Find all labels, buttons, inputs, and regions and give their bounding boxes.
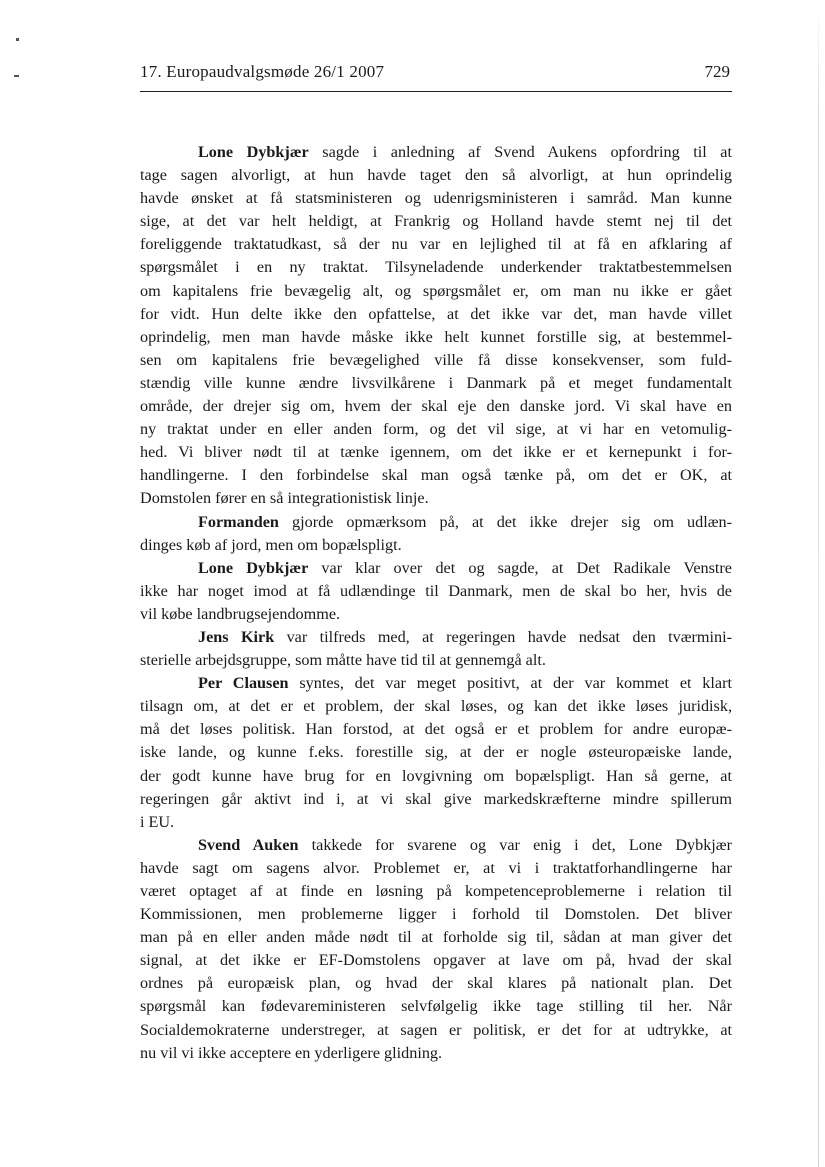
header-title: 17. Europaudvalgsmøde 26/1 2007 bbox=[140, 62, 385, 81]
text-line: Formanden gjorde opmærksom på, at det ikke drejer sig om udlæn- bbox=[198, 512, 732, 531]
text-line: der godt kunne have brug for en lovgivning om bopælspligt. Han så gerne, at bbox=[140, 766, 732, 785]
text-line: om kapitalens frie bevægelig alt, og spørgsmålet er, om man nu ikke er gået bbox=[140, 281, 732, 300]
text-line: ikke har noget imod at få udlændinge til Danmark, men de skal bo her, hvis de bbox=[140, 581, 732, 600]
paragraph bbox=[140, 557, 732, 626]
text-line: Per Clausen syntes, det var meget positivt, at der var kommet et klart bbox=[198, 674, 732, 693]
text-line: Socialdemokraterne understreger, at sagen er politisk, er det for at udtrykke, at bbox=[140, 1020, 732, 1039]
text-line: havde ønsket at få statsministeren og udenrigsministeren i samråd. Man kunne bbox=[140, 189, 732, 208]
text-line: foreliggende traktatudkast, så der nu var en lejlighed til at få en afklaring af bbox=[140, 235, 732, 254]
text-line: spørgsmålet i en ny traktat. Tilsyneladende underkender traktatbestemmelsen bbox=[140, 258, 732, 277]
page-header bbox=[140, 60, 732, 92]
paragraph bbox=[140, 511, 732, 557]
text-line: sterielle arbejdsgruppe, som måtte have tid til at gennemgå alt. bbox=[140, 651, 546, 670]
text-line: sige, at det var helt heldigt, at Frankrig og Holland havde stemt nej til det bbox=[140, 212, 732, 231]
text-line: Domstolen fører en så integrationistisk linje. bbox=[140, 489, 429, 508]
text-line: i EU. bbox=[140, 812, 175, 831]
text-line: Lone Dybkjær var klar over det og sagde, at Det Radikale Venstre bbox=[198, 558, 732, 577]
text-line: dinges køb af jord, men om bopælspligt. bbox=[140, 535, 402, 554]
text-line: hed. Vi bliver nødt til at tænke igennem, om det ikke er et kernepunkt i for- bbox=[140, 443, 732, 462]
paragraph bbox=[140, 834, 732, 1065]
text-line: oprindelig, men man havde måske ikke helt kunnet forstille sig, at bestemmel- bbox=[140, 327, 732, 346]
text-line: havde sagt om sagens alvor. Problemet er, at vi i traktatforhandlingerne har bbox=[140, 858, 732, 877]
speaker-name: Svend Auken bbox=[198, 835, 299, 854]
text-line: må det løses politisk. Han forstod, at det også er et problem for andre europæ- bbox=[140, 720, 732, 739]
text-line: været optaget af at finde en løsning på kompetenceproblemerne i relation til bbox=[140, 882, 732, 900]
text-line: stændig ville kunne ændre livsvilkårene i Danmark på et meget fundamentalt bbox=[140, 373, 732, 392]
text-line: tilsagn om, at det er et problem, der skal løses, og kan det ikke løses juridisk, bbox=[140, 697, 732, 716]
text-line: ny traktat under en eller anden form, og det vil sige, at vi har en vetomulig- bbox=[140, 420, 732, 439]
speaker-name: Per Clausen bbox=[198, 674, 289, 693]
paragraph bbox=[140, 626, 732, 672]
scan-dash bbox=[14, 75, 19, 77]
text-line: nu vil vi ikke acceptere en yderligere glidning. bbox=[140, 1043, 443, 1062]
text-line: Lone Dybkjær sagde i anledning af Svend Aukens opfordring til at bbox=[198, 143, 732, 161]
text-line: regeringen går aktivt ind i, at vi skal give markedskræfterne mindre spillerum bbox=[140, 789, 732, 808]
scan-edge bbox=[818, 0, 819, 1167]
text-line: Kommissionen, men problemerne ligger i forhold til Domstolen. Det bliver bbox=[140, 905, 732, 924]
text-line: vil købe landbrugsejendomme. bbox=[140, 604, 341, 623]
speaker-name: Lone Dybkjær bbox=[198, 558, 309, 577]
text-line: iske lande, og kunne f.eks. forestille sig, at der er nogle østeuropæiske lande, bbox=[140, 743, 732, 762]
text-line: Svend Auken takkede for svarene og var enig i det, Lone Dybkjær bbox=[198, 835, 732, 854]
text-line: område, der drejer sig om, hvem der skal eje den danske jord. Vi skal have en bbox=[140, 397, 732, 416]
speaker-name: Formanden bbox=[198, 512, 279, 531]
text-line: signal, at det ikke er EF-Domstolens opgaver at lave om på, hvad der skal bbox=[140, 951, 732, 970]
text-line: spørgsmål kan fødevareministeren selvfølgelig ikke tage stilling til her. Når bbox=[140, 997, 732, 1016]
speaker-name: Lone Dybkjær bbox=[198, 143, 309, 161]
paragraph bbox=[140, 672, 732, 834]
text-line: tage sagen alvorligt, at hun havde taget den så alvorligt, at hun oprindelig bbox=[140, 166, 732, 185]
page-number: 729 bbox=[704, 62, 730, 81]
text-line: handlingerne. I den forbindelse skal man også tænke på, om det er OK, at bbox=[140, 466, 732, 485]
speaker-name: Jens Kirk bbox=[198, 627, 275, 646]
text-line: for vidt. Hun delte ikke den opfattelse, at det ikke var det, man havde villet bbox=[140, 304, 732, 323]
text-line: ordnes på europæisk plan, og hvad der skal klares på nationalt plan. Det bbox=[140, 974, 732, 993]
text-line: man på en eller anden måde nødt til at forholde sig til, sådan at man giver det bbox=[140, 928, 732, 947]
paragraph bbox=[140, 141, 732, 511]
text-line: sen om kapitalens frie bevægelighed ville få disse konsekvenser, som fuld- bbox=[140, 350, 732, 369]
scan-dot bbox=[16, 38, 19, 41]
document-body bbox=[140, 141, 732, 1065]
text-line: Jens Kirk var tilfreds med, at regeringen havde nedsat den tværmini- bbox=[198, 627, 732, 646]
